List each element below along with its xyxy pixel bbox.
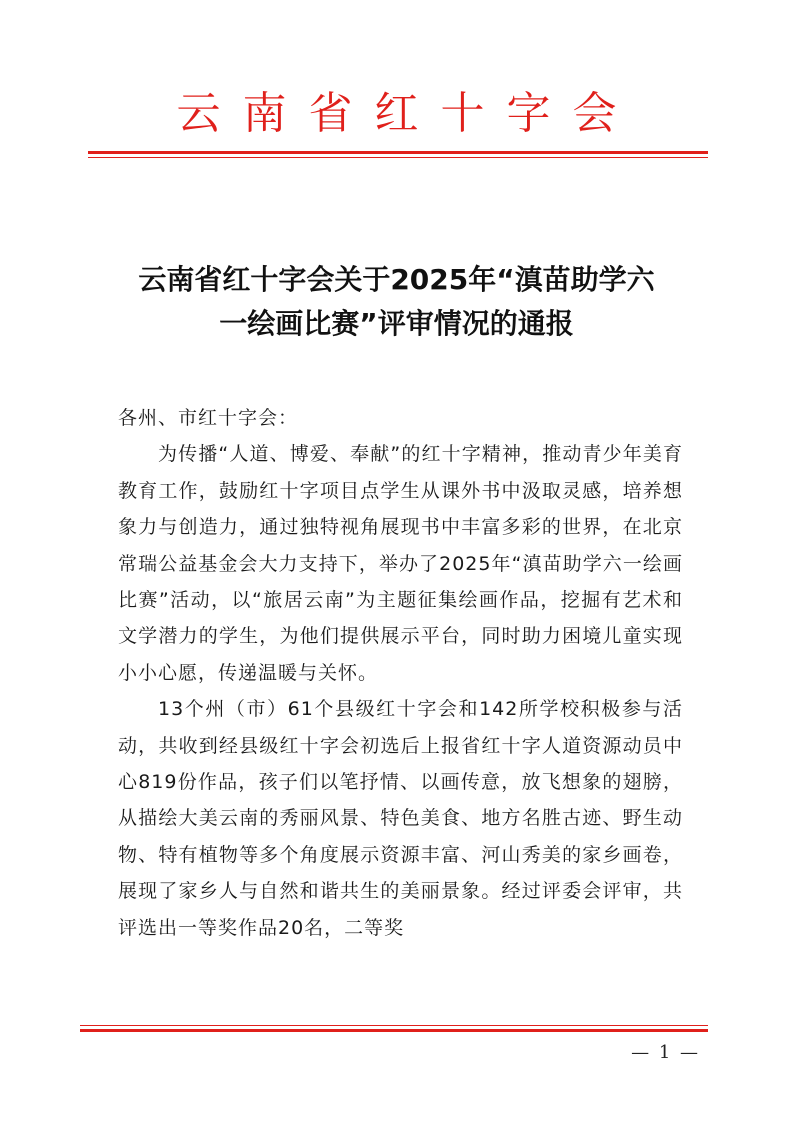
document-body [118,400,683,946]
page-number: — 1 — [631,1042,700,1063]
footer-rule-thin [80,1025,708,1026]
salutation: 各州、市红十字会： [118,407,299,429]
title-line-1: 云南省红十字会关于2025年“滇苗助学六 [138,263,655,296]
document-title [100,258,693,346]
footer-rule-thick [80,1029,708,1032]
masthead-org-name: 云南省红十字会 [176,88,639,139]
masthead-rule-thick [88,151,708,154]
masthead-rule-thin [88,157,708,158]
body-paragraph-1: 为传播“人道、博爱、奉献”的红十字精神，推动青少年美育教育工作，鼓励红十字项目点学生从课外书中汲取灵感，培养想象力与创造力，通过独特视角展现书中丰富多彩的世界，在北京常瑞公益基金会大力支持下，举办了2025年“滇苗助学六一绘画比赛”活动，以“旅居云南”为主题征集绘画作品，挖掘有艺术和文学潜力的学生，为他们提供展示平台，同时助力困境儿童实现小小心愿，传递温暖与关怀。 [118,443,683,684]
body-paragraph-2: 13个州（市）61个县级红十字会和142所学校积极参与活动，共收到经县级红十字会初选后上报省红十字人道资源动员中心819份作品，孩子们以笔抒情、以画传意，放飞想象的翅膀，从描绘大美云南的秀丽风景、特色美食、地方名胜古迹、野生动物、特有植物等多个角度展示资源丰富、河山秀美的家乡画卷，展现了家乡人与自然和谐共生的美丽景象。经过评委会评审，共评选出一等奖作品20名，二等奖 [118,698,683,939]
title-line-2: 一绘画比赛”评审情况的通报 [219,307,574,340]
